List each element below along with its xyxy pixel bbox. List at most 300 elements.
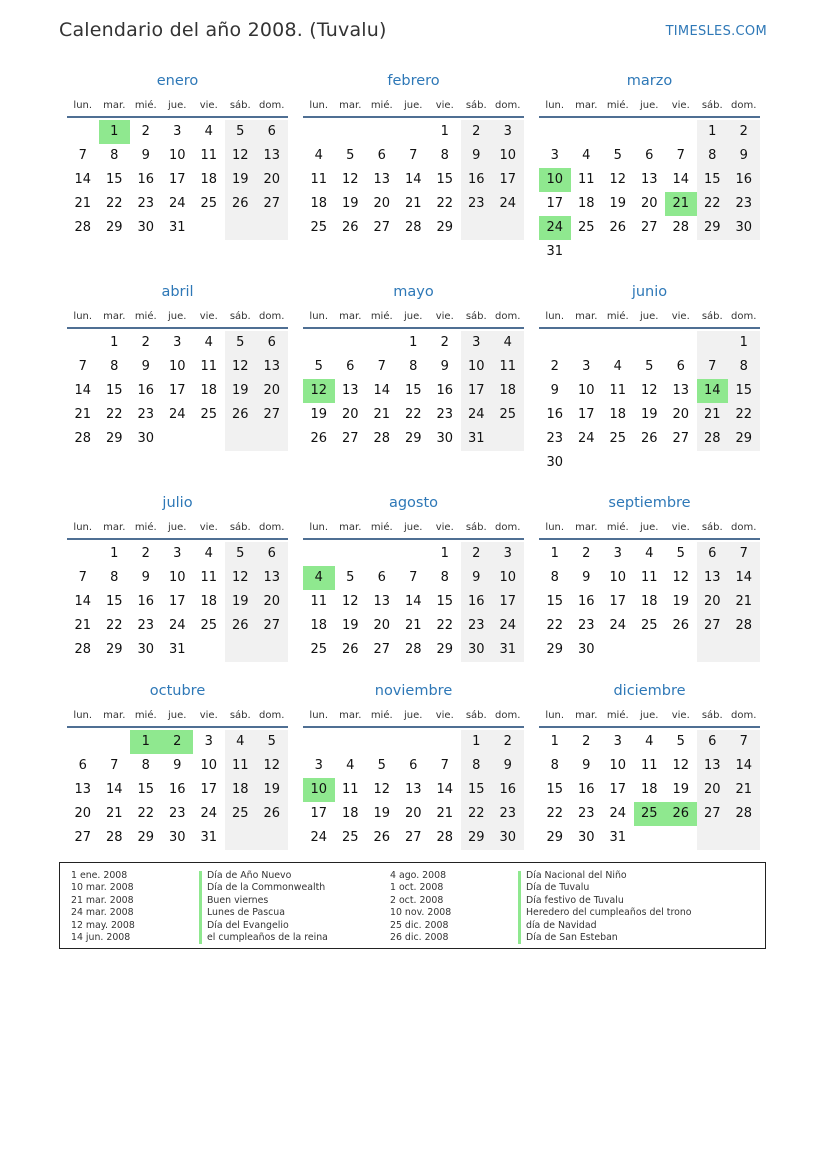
weekday-label: vie.: [671, 710, 690, 721]
day-cell: 18: [231, 782, 249, 797]
weekday-label: mar.: [339, 522, 362, 533]
weekday-label: sáb.: [701, 100, 723, 111]
month-header-rule: [539, 726, 760, 728]
day-cell: 26: [231, 196, 249, 211]
day-cell: 17: [609, 782, 627, 797]
weekday-label: vie.: [435, 522, 454, 533]
day-cell: 28: [672, 220, 690, 235]
weekday-label: mar.: [339, 710, 362, 721]
day-cell: 20: [373, 196, 391, 211]
weekday-label: dom.: [495, 710, 521, 721]
day-cell: 30: [577, 642, 595, 657]
day-cell: 9: [141, 570, 150, 585]
day-cell: 18: [609, 407, 627, 422]
day-cell: 14: [404, 594, 422, 609]
day-cell: 4: [503, 335, 512, 350]
day-cell: 20: [404, 806, 422, 821]
month-name: diciembre: [613, 683, 686, 699]
weekday-label: lun.: [309, 710, 329, 721]
weekday-label: vie.: [199, 522, 218, 533]
day-cell: 25: [200, 407, 218, 422]
legend-date: 2 oct. 2008: [390, 894, 444, 906]
day-cell: 14: [74, 172, 92, 187]
day-cell: 24: [168, 196, 186, 211]
weekday-label: lun.: [545, 100, 565, 111]
day-cell: 17: [168, 172, 186, 187]
day-cell: 8: [550, 758, 559, 773]
holiday-day-cell: 12: [303, 379, 335, 403]
day-cell: 20: [703, 782, 721, 797]
day-cell: 20: [263, 594, 281, 609]
day-cell: 19: [263, 782, 281, 797]
day-cell: 11: [640, 570, 658, 585]
day-cell: 18: [310, 196, 328, 211]
day-cell: 3: [613, 546, 622, 561]
day-cell: 16: [499, 782, 517, 797]
legend-holiday-name: Heredero del cumpleaños del trono: [526, 907, 692, 919]
day-cell: 27: [263, 196, 281, 211]
day-cell: 9: [141, 148, 150, 163]
day-cell: 9: [141, 359, 150, 374]
holiday-day-cell: 10: [539, 168, 571, 192]
weekday-label: mié.: [606, 100, 629, 111]
holiday-day-cell: 14: [697, 379, 729, 403]
month-header-rule: [67, 327, 288, 329]
day-cell: 24: [609, 806, 627, 821]
day-cell: 30: [137, 431, 155, 446]
weekday-label: lun.: [73, 311, 93, 322]
legend-date: 10 mar. 2008: [71, 882, 134, 894]
day-cell: 5: [314, 359, 323, 374]
day-cell: 9: [503, 758, 512, 773]
legend-holiday-name: Día de la Commonwealth: [207, 882, 326, 894]
day-cell: 27: [74, 830, 92, 845]
month-header-rule: [303, 116, 524, 118]
day-cell: 22: [546, 618, 564, 633]
day-cell: 4: [645, 546, 654, 561]
day-cell: 14: [404, 172, 422, 187]
day-cell: 19: [609, 196, 627, 211]
day-cell: 13: [703, 570, 721, 585]
day-cell: 31: [200, 830, 218, 845]
day-cell: 27: [640, 220, 658, 235]
day-cell: 27: [341, 431, 359, 446]
day-cell: 21: [735, 594, 753, 609]
month-header-rule: [303, 327, 524, 329]
day-cell: 16: [577, 594, 595, 609]
legend-holiday-name: Día de Tuvalu: [526, 882, 590, 894]
weekday-label: lun.: [309, 100, 329, 111]
day-cell: 26: [640, 431, 658, 446]
day-cell: 16: [137, 594, 155, 609]
day-cell: 25: [231, 806, 249, 821]
day-cell: 5: [676, 546, 685, 561]
day-cell: 31: [499, 642, 517, 657]
day-cell: 16: [137, 172, 155, 187]
legend-date: 1 oct. 2008: [390, 882, 444, 894]
day-cell: 1: [708, 124, 717, 139]
weekday-label: lun.: [73, 710, 93, 721]
weekday-label: mié.: [370, 710, 393, 721]
day-cell: 6: [409, 758, 418, 773]
day-cell: 8: [472, 758, 481, 773]
day-cell: 30: [137, 642, 155, 657]
weekday-label: mar.: [575, 522, 598, 533]
day-cell: 18: [200, 383, 218, 398]
day-cell: 8: [739, 359, 748, 374]
day-cell: 12: [672, 570, 690, 585]
day-cell: 11: [640, 758, 658, 773]
day-cell: 2: [472, 124, 481, 139]
weekday-label: vie.: [435, 311, 454, 322]
day-cell: 23: [499, 806, 517, 821]
day-cell: 14: [735, 570, 753, 585]
day-cell: 30: [735, 220, 753, 235]
day-cell: 2: [472, 546, 481, 561]
page-title: Calendario del año 2008. (Tuvalu): [59, 19, 387, 41]
day-cell: 9: [472, 570, 481, 585]
day-cell: 15: [105, 383, 123, 398]
weekday-label: vie.: [199, 710, 218, 721]
month-name: noviembre: [374, 683, 453, 699]
holiday-legend: [59, 862, 766, 949]
month-name: julio: [162, 495, 193, 511]
weekday-label: sáb.: [465, 710, 487, 721]
day-cell: 21: [404, 196, 422, 211]
day-cell: 18: [640, 594, 658, 609]
day-cell: 7: [739, 734, 748, 749]
day-cell: 30: [577, 830, 595, 845]
day-cell: 4: [645, 734, 654, 749]
day-cell: 16: [546, 407, 564, 422]
day-cell: 29: [703, 220, 721, 235]
weekday-label: mié.: [134, 522, 157, 533]
day-cell: 15: [105, 594, 123, 609]
day-cell: 27: [703, 618, 721, 633]
day-cell: 30: [546, 455, 564, 470]
weekday-label: jue.: [404, 710, 423, 721]
day-cell: 23: [436, 407, 454, 422]
day-cell: 13: [373, 594, 391, 609]
day-cell: 20: [373, 618, 391, 633]
legend-date: 1 ene. 2008: [71, 870, 128, 881]
day-cell: 2: [582, 546, 591, 561]
weekday-label: vie.: [671, 311, 690, 322]
day-cell: 12: [341, 594, 359, 609]
day-cell: 12: [640, 383, 658, 398]
day-cell: 1: [472, 734, 481, 749]
weekday-label: jue.: [168, 710, 187, 721]
weekday-label: lun.: [545, 522, 565, 533]
day-cell: 3: [173, 546, 182, 561]
month-header-rule: [539, 538, 760, 540]
day-cell: 30: [436, 431, 454, 446]
day-cell: 27: [373, 220, 391, 235]
day-cell: 21: [436, 806, 454, 821]
day-cell: 18: [200, 594, 218, 609]
day-cell: 2: [440, 335, 449, 350]
legend-holiday-name: Día de San Esteban: [526, 932, 618, 944]
day-cell: 11: [577, 172, 595, 187]
day-cell: 6: [645, 148, 654, 163]
day-cell: 13: [263, 359, 281, 374]
day-cell: 29: [546, 642, 564, 657]
day-cell: 11: [200, 148, 218, 163]
day-cell: 29: [436, 220, 454, 235]
day-cell: 20: [672, 407, 690, 422]
day-cell: 2: [739, 124, 748, 139]
day-cell: 7: [78, 570, 87, 585]
day-cell: 13: [404, 782, 422, 797]
day-cell: 20: [74, 806, 92, 821]
weekday-label: vie.: [671, 100, 690, 111]
day-cell: 23: [168, 806, 186, 821]
day-cell: 2: [582, 734, 591, 749]
day-cell: 11: [341, 782, 359, 797]
weekday-label: sáb.: [229, 522, 251, 533]
month-header-rule: [67, 538, 288, 540]
day-cell: 5: [236, 546, 245, 561]
day-cell: 25: [200, 618, 218, 633]
day-cell: 17: [310, 806, 328, 821]
day-cell: 28: [404, 220, 422, 235]
day-cell: 14: [672, 172, 690, 187]
month-header-rule: [539, 116, 760, 118]
day-cell: 13: [640, 172, 658, 187]
day-cell: 10: [577, 383, 595, 398]
legend-holiday-name: Día festivo de Tuvalu: [526, 894, 624, 906]
month-name: octubre: [149, 683, 206, 699]
weekday-label: mar.: [575, 100, 598, 111]
weekday-label: lun.: [545, 710, 565, 721]
day-cell: 16: [467, 594, 485, 609]
weekday-label: sáb.: [701, 522, 723, 533]
weekday-label: mar.: [339, 311, 362, 322]
holiday-day-cell: 25: [634, 802, 666, 826]
day-cell: 16: [436, 383, 454, 398]
day-cell: 26: [310, 431, 328, 446]
day-cell: 19: [231, 172, 249, 187]
day-cell: 19: [672, 782, 690, 797]
day-cell: 11: [200, 570, 218, 585]
day-cell: 23: [137, 618, 155, 633]
day-cell: 30: [467, 642, 485, 657]
day-cell: 3: [472, 335, 481, 350]
weekday-label: vie.: [671, 522, 690, 533]
month-name: marzo: [626, 73, 673, 89]
day-cell: 13: [263, 570, 281, 585]
legend-dates-left: [71, 870, 135, 944]
day-cell: 26: [263, 806, 281, 821]
day-cell: 31: [609, 830, 627, 845]
day-cell: 10: [467, 359, 485, 374]
day-cell: 26: [373, 830, 391, 845]
weekday-label: jue.: [640, 522, 659, 533]
month-name: abril: [161, 284, 194, 300]
weekday-label: jue.: [640, 100, 659, 111]
day-cell: 28: [404, 642, 422, 657]
day-cell: 22: [105, 618, 123, 633]
day-cell: 7: [110, 758, 119, 773]
weekday-label: lun.: [73, 100, 93, 111]
day-cell: 1: [440, 546, 449, 561]
day-cell: 12: [231, 148, 249, 163]
day-cell: 3: [582, 359, 591, 374]
weekday-label: mar.: [575, 710, 598, 721]
weekday-label: sáb.: [701, 311, 723, 322]
day-cell: 20: [263, 383, 281, 398]
month-header-rule: [303, 726, 524, 728]
day-cell: 8: [110, 570, 119, 585]
day-cell: 27: [672, 431, 690, 446]
holiday-day-cell: 26: [665, 802, 697, 826]
weekday-label: mié.: [370, 311, 393, 322]
day-cell: 1: [110, 546, 119, 561]
day-cell: 21: [373, 407, 391, 422]
weekday-label: mié.: [134, 100, 157, 111]
legend-holiday-name: Día del Evangelio: [207, 919, 289, 931]
day-cell: 29: [105, 431, 123, 446]
day-cell: 5: [346, 148, 355, 163]
day-cell: 4: [204, 335, 213, 350]
day-cell: 25: [310, 220, 328, 235]
day-cell: 20: [640, 196, 658, 211]
day-cell: 15: [467, 782, 485, 797]
day-cell: 8: [141, 758, 150, 773]
day-cell: 7: [409, 570, 418, 585]
day-cell: 15: [436, 594, 454, 609]
weekday-label: sáb.: [229, 100, 251, 111]
day-cell: 14: [735, 758, 753, 773]
day-cell: 6: [267, 124, 276, 139]
day-cell: 9: [582, 570, 591, 585]
day-cell: 4: [582, 148, 591, 163]
day-cell: 6: [676, 359, 685, 374]
holiday-day-cell: 4: [303, 566, 335, 590]
day-cell: 28: [74, 642, 92, 657]
legend-date: 26 dic. 2008: [390, 932, 449, 944]
day-cell: 7: [78, 148, 87, 163]
day-cell: 21: [74, 407, 92, 422]
day-cell: 8: [440, 570, 449, 585]
weekday-label: mar.: [103, 522, 126, 533]
day-cell: 7: [440, 758, 449, 773]
day-cell: 5: [676, 734, 685, 749]
day-cell: 19: [231, 383, 249, 398]
day-cell: 6: [708, 546, 717, 561]
holiday-day-cell: 10: [303, 778, 335, 802]
day-cell: 28: [74, 431, 92, 446]
day-cell: 28: [735, 806, 753, 821]
day-cell: 5: [645, 359, 654, 374]
day-cell: 25: [341, 830, 359, 845]
day-cell: 4: [346, 758, 355, 773]
day-cell: 26: [341, 642, 359, 657]
day-cell: 24: [168, 407, 186, 422]
day-cell: 10: [499, 570, 517, 585]
day-cell: 7: [676, 148, 685, 163]
day-cell: 25: [577, 220, 595, 235]
day-cell: 12: [672, 758, 690, 773]
day-cell: 27: [263, 618, 281, 633]
day-cell: 12: [231, 570, 249, 585]
weekday-label: sáb.: [701, 710, 723, 721]
weekday-label: sáb.: [229, 710, 251, 721]
day-cell: 27: [404, 830, 422, 845]
day-cell: 17: [168, 383, 186, 398]
weekday-label: lun.: [545, 311, 565, 322]
day-cell: 15: [703, 172, 721, 187]
day-cell: 18: [200, 172, 218, 187]
day-cell: 18: [640, 782, 658, 797]
weekday-label: mié.: [370, 522, 393, 533]
day-cell: 27: [703, 806, 721, 821]
weekday-label: mié.: [606, 311, 629, 322]
brand-link[interactable]: TIMESLES.COM: [665, 24, 767, 39]
month-name: febrero: [387, 73, 440, 89]
weekday-label: dom.: [495, 522, 521, 533]
day-cell: 14: [373, 383, 391, 398]
day-cell: 14: [436, 782, 454, 797]
day-cell: 12: [609, 172, 627, 187]
month-name: septiembre: [608, 495, 691, 511]
day-cell: 21: [735, 782, 753, 797]
day-cell: 23: [467, 196, 485, 211]
day-cell: 6: [78, 758, 87, 773]
day-cell: 12: [231, 359, 249, 374]
day-cell: 9: [550, 383, 559, 398]
weekday-label: vie.: [435, 710, 454, 721]
holiday-day-cell: 21: [665, 192, 697, 216]
day-cell: 21: [105, 806, 123, 821]
weekday-label: dom.: [731, 100, 757, 111]
day-cell: 26: [341, 220, 359, 235]
legend-dates-right: [390, 870, 451, 944]
day-cell: 10: [168, 570, 186, 585]
day-cell: 12: [263, 758, 281, 773]
day-cell: 13: [263, 148, 281, 163]
day-cell: 22: [546, 806, 564, 821]
weekday-label: mar.: [103, 311, 126, 322]
day-cell: 25: [640, 618, 658, 633]
day-cell: 29: [404, 431, 422, 446]
day-cell: 10: [168, 148, 186, 163]
day-cell: 17: [200, 782, 218, 797]
month-name: mayo: [393, 284, 434, 300]
day-cell: 5: [346, 570, 355, 585]
day-cell: 29: [105, 642, 123, 657]
day-cell: 9: [440, 359, 449, 374]
weekday-label: jue.: [404, 100, 423, 111]
day-cell: 17: [577, 407, 595, 422]
day-cell: 16: [577, 782, 595, 797]
day-cell: 19: [310, 407, 328, 422]
day-cell: 15: [546, 594, 564, 609]
day-cell: 16: [735, 172, 753, 187]
month-header-rule: [303, 538, 524, 540]
day-cell: 18: [341, 806, 359, 821]
weekday-label: dom.: [731, 311, 757, 322]
day-cell: 21: [703, 407, 721, 422]
day-cell: 31: [546, 244, 564, 259]
weekday-label: sáb.: [229, 311, 251, 322]
legend-names-right: [526, 870, 692, 944]
day-cell: 2: [503, 734, 512, 749]
weekday-label: mié.: [606, 522, 629, 533]
day-cell: 24: [609, 618, 627, 633]
day-cell: 31: [168, 220, 186, 235]
day-cell: 3: [173, 124, 182, 139]
